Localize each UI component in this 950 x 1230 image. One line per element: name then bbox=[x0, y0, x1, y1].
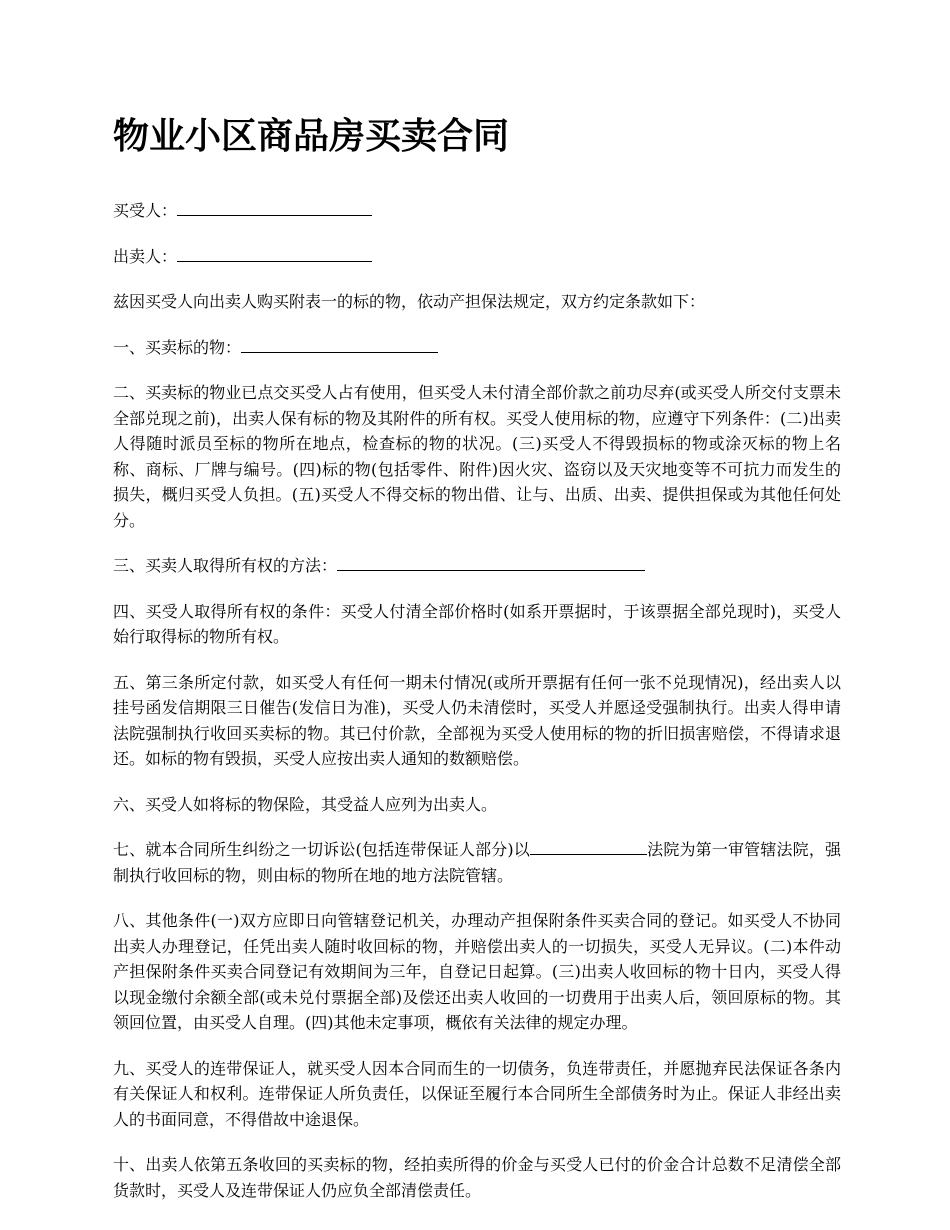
clause-8: 八、其他条件(一)双方应即日向管辖登记机关，办理动产担保附条件买卖合同的登记。如买受人不协同出卖人办理登记，任凭出卖人随时收回标的物，并赔偿出卖人的一切损失，买受人无异议。(二)本件动产担保附条件买卖合同登记有效期间为三年，自登记日起算。(三)出卖人收回标的物十日内，买受人得以现金缴付余额全部(或未兑付票据全部)及偿还出卖人收回的一切费用于出卖人后，领回原标的物。其领回位置，由买受人自理。(四)其他未定事项，概依有关法律的规定办理。 bbox=[113, 911, 841, 1032]
buyer-line bbox=[113, 198, 841, 224]
clause-1 bbox=[113, 335, 841, 361]
clause-1-label: 一、买卖标的物： bbox=[113, 337, 242, 357]
buyer-blank-field bbox=[177, 201, 372, 216]
clause-5: 五、第三条所定付款，如买受人有任何一期未付情况(或所开票据有任何一张不兑现情况)，经出卖人以挂号函发信期限三日催告(发信日为准)，买受人仍未清偿时，买受人并愿迳受强制执行。出卖人得申请法院强制执行收回买卖标的物。其已付价款，全部视为买受人使用标的物的折旧损害赔偿，不得请求退还。如标的物有毁损，买受人应按出卖人通知的数额赔偿。 bbox=[113, 672, 841, 768]
seller-blank-field bbox=[177, 247, 372, 262]
clause-3-blank-field bbox=[337, 556, 645, 571]
clause-3-label: 三、买卖人取得所有权的方法： bbox=[113, 556, 338, 575]
clause-7 bbox=[113, 837, 841, 888]
clause-6: 六、买受人如将标的物保险，其受益人应列为出卖人。 bbox=[113, 794, 498, 814]
document-title: 物业小区商品房买卖合同 bbox=[113, 115, 510, 157]
clause-3 bbox=[113, 553, 841, 579]
clause-4: 四、买受人取得所有权的条件：买受人付清全部价格时(如系开票据时，于该票据全部兑现时)，买受人始行取得标的物所有权。 bbox=[113, 601, 841, 646]
clause-7-suffix: 法院为第一审管辖法院，强制执行收回标的物，则由标的物所在地的地方法院管辖。 bbox=[113, 840, 841, 885]
clause-1-blank-field bbox=[241, 338, 438, 353]
buyer-label: 买受人： bbox=[113, 201, 178, 220]
clause-7-prefix: 七、就本合同所生纠纷之一切诉讼(包括连带保证人部分)以 bbox=[113, 840, 530, 859]
seller-line bbox=[113, 244, 841, 270]
intro-paragraph: 兹因买受人向出卖人购买附表一的标的物，依动产担保法规定，双方约定条款如下： bbox=[113, 292, 706, 311]
clause-2: 二、买卖标的物业已点交买受人占有使用，但买受人未付清全部价款之前功尽弃(或买受人所交付支票未全部兑现之前)，出卖人保有标的物及其附件的所有权。买受人使用标的物，应遵守下列条件：(二)出卖人得随时派员至标的物所在地点，检查标的物的状况。(三)买受人不得毁损标的物或涂灭标的物上名称、商标、厂牌与编号。(四)标的物(包括零件、附件)因火灾、盗窃以及天灾地变等不可抗力而发生的损失，概归买受人负担。(五)买受人不得交标的物出借、让与、出质、出卖、提供担保或为其他任何处分。 bbox=[113, 383, 841, 530]
contract-page bbox=[113, 100, 841, 1223]
clause-10: 十、出卖人依第五条收回的买卖标的物，经拍卖所得的价金与买受人已付的价金合计总数不足清偿全部货款时，买受人及连带保证人仍应负全部清偿责任。 bbox=[113, 1155, 841, 1200]
clause-7-court-blank-field bbox=[530, 840, 647, 855]
clause-9: 九、买受人的连带保证人，就买受人因本合同而生的一切债务，负连带责任，并愿抛弃民法保证各条内有关保证人和权利。连带保证人所负责任，以保证至履行本合同所生全部债务时为止。保证人非经出卖人的书面同意，不得借故中途退保。 bbox=[113, 1058, 841, 1129]
seller-label: 出卖人： bbox=[113, 246, 178, 266]
